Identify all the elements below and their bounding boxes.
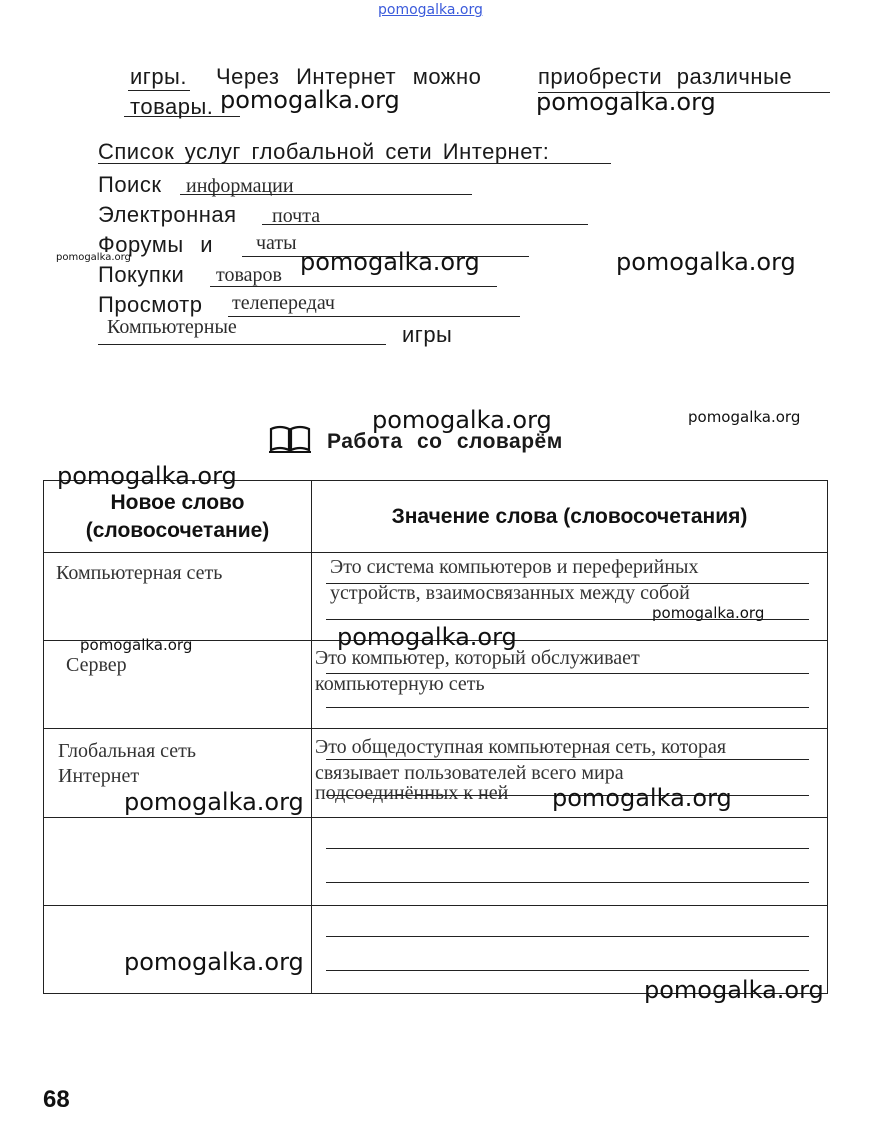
intro-ending-text: приобрести различные [538, 64, 793, 89]
watermark: pomogalka.org [337, 623, 517, 651]
row-meaning-line: связывает пользователей всего мира [315, 762, 624, 785]
answer-line [98, 344, 386, 345]
watermark: pomogalka.org [644, 976, 824, 1004]
intro-word-games: игры. [130, 64, 187, 89]
service-answer-search: информации [186, 175, 294, 197]
title-underline [98, 163, 611, 164]
service-answer-shopping: товаров [216, 264, 282, 286]
row-word: Сервер [66, 654, 127, 677]
answer-line [262, 224, 588, 225]
intro-word-goods: товары. [130, 94, 214, 119]
watermark: pomogalka.org [300, 248, 480, 276]
watermark: pomogalka.org [616, 248, 796, 276]
service-answer-electronic: почта [272, 205, 321, 227]
underline [124, 116, 240, 117]
watermark: pomogalka.org [124, 788, 304, 816]
watermark: pomogalka.org [57, 462, 237, 490]
watermark: pomogalka.org [372, 406, 552, 434]
service-label-games: игры [402, 322, 453, 347]
row-word: Глобальная сеть Интернет [58, 740, 197, 788]
row-word: Компьютерная сеть [56, 562, 223, 585]
service-label-electronic: Электронная [98, 202, 237, 227]
column-header-word: Новое слово (словосочетание) [44, 481, 312, 553]
column-header-meaning: Значение слова (словосочетания) [312, 481, 828, 553]
answer-line [210, 286, 497, 287]
intro-middle-text: Через Интернет можно [216, 64, 482, 89]
underline [128, 90, 190, 91]
watermark: pomogalka.org [220, 86, 400, 114]
row-meaning-line: устройств, взаимосвязанных между собой [330, 582, 690, 605]
row-meaning-line: компьютерную сеть [315, 673, 485, 696]
answer-line [180, 194, 472, 195]
watermark: pomogalka.org [124, 948, 304, 976]
table-row [44, 817, 828, 905]
row-meaning-line: Это общедоступная компьютерная сеть, которая [315, 736, 727, 759]
watermark: pomogalka.org [688, 408, 801, 426]
watermark: pomogalka.org [552, 784, 732, 812]
row-meaning-line: Это система компьютеров и переферийных [330, 556, 699, 579]
service-label-forums: Форумы и [98, 232, 214, 257]
watermark: pomogalka.org [56, 252, 131, 263]
watermark: pomogalka.org [536, 88, 716, 116]
service-answer-forums: чаты [256, 232, 297, 254]
services-title: Список услуг глобальной сети Интернет: [98, 139, 550, 164]
service-label-shopping: Покупки [98, 262, 185, 287]
watermark: pomogalka.org [80, 636, 193, 654]
service-answer-viewing: телепередач [232, 292, 335, 314]
watermark-top-link[interactable]: pomogalka.org [378, 2, 483, 18]
book-icon [268, 424, 312, 454]
table-header-row [44, 481, 828, 553]
watermark: pomogalka.org [652, 604, 765, 622]
answer-line [228, 316, 520, 317]
dictionary-table [43, 480, 828, 994]
row-meaning-line: Это компьютер, который обслуживает [315, 647, 640, 670]
dictionary-heading: Работа со словарём [327, 430, 563, 453]
row-meaning-line: подсоединённых к ней [315, 782, 509, 805]
page-number: 68 [43, 1086, 70, 1113]
service-label-viewing: Просмотр [98, 292, 203, 317]
table-row [44, 641, 828, 729]
service-answer-computer: Компьютерные [107, 316, 237, 338]
service-label-search: Поиск [98, 172, 162, 197]
